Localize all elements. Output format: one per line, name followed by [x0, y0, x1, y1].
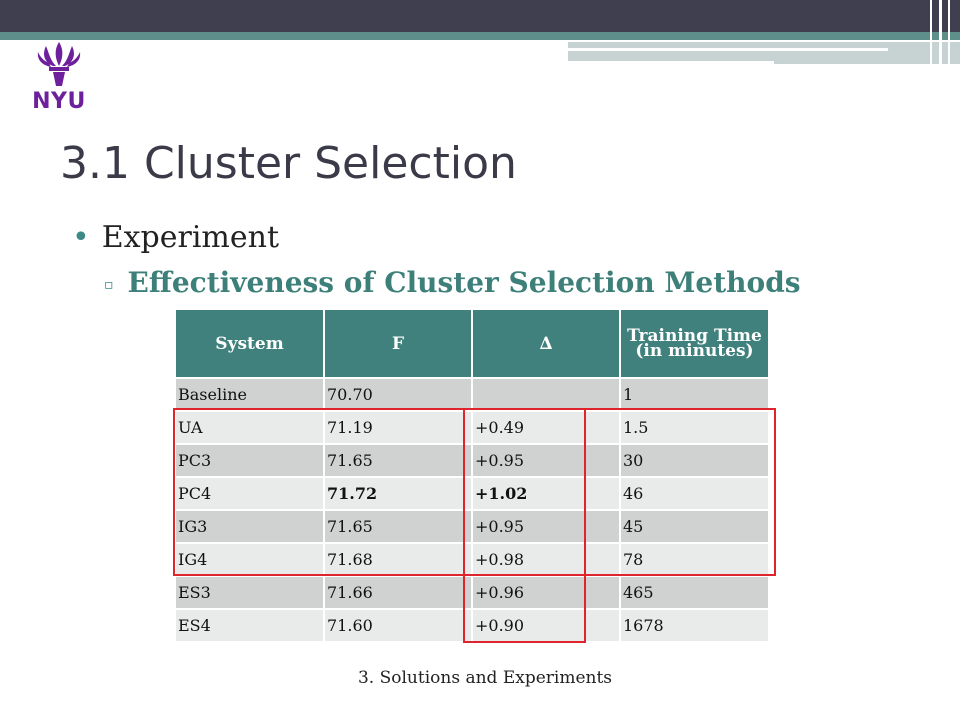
cell-delta: +0.95: [472, 510, 620, 543]
cell-system: ES4: [176, 609, 324, 642]
bullet-experiment: [72, 220, 279, 255]
cell-delta: +1.02: [472, 477, 620, 510]
cell-system: ES3: [176, 576, 324, 609]
cell-f: 71.65: [324, 444, 472, 477]
cell-time: 78: [620, 543, 768, 576]
cell-time: 1678: [620, 609, 768, 642]
square-bullet-icon: ▫: [104, 276, 114, 293]
cell-delta: [472, 378, 620, 411]
cell-f: 71.68: [324, 543, 472, 576]
header-system: System: [176, 310, 324, 378]
cell-system: IG3: [176, 510, 324, 543]
cell-time: 45: [620, 510, 768, 543]
cell-time: 1.5: [620, 411, 768, 444]
torch-icon: [34, 40, 84, 88]
table-row: [176, 378, 768, 411]
cell-f: 71.60: [324, 609, 472, 642]
sub-bullet-text: Effectiveness of Cluster Selection Methods: [127, 266, 801, 299]
cell-system: IG4: [176, 543, 324, 576]
cell-system: PC4: [176, 477, 324, 510]
cell-f: 71.66: [324, 576, 472, 609]
cell-delta: +0.96: [472, 576, 620, 609]
cell-system: Baseline: [176, 378, 324, 411]
header-training-time: Training Time (in minutes): [620, 310, 768, 378]
cell-f: 71.65: [324, 510, 472, 543]
sub-bullet: [104, 266, 801, 299]
bullet-text: Experiment: [101, 220, 279, 255]
top-bar: [0, 0, 960, 32]
bullet-dot-icon: •: [72, 220, 90, 255]
logo-text: NYU: [32, 89, 86, 114]
cell-system: UA: [176, 411, 324, 444]
cell-f: 71.19: [324, 411, 472, 444]
cell-time: 30: [620, 444, 768, 477]
cell-time: 1: [620, 378, 768, 411]
cell-delta: +0.98: [472, 543, 620, 576]
decorative-line: [930, 0, 932, 64]
cell-delta: +0.95: [472, 444, 620, 477]
cell-delta: +0.49: [472, 411, 620, 444]
cell-time: 465: [620, 576, 768, 609]
cell-f: 71.72: [324, 477, 472, 510]
cell-time: 46: [620, 477, 768, 510]
header-delta: ∆: [472, 310, 620, 378]
cell-f: 70.70: [324, 378, 472, 411]
decorative-line: [568, 48, 888, 51]
cell-delta: +0.90: [472, 609, 620, 642]
decorative-line: [939, 0, 942, 64]
header-f: F: [324, 310, 472, 378]
footer-text: 3. Solutions and Experiments: [357, 668, 613, 688]
page-title: 3.1 Cluster Selection: [60, 138, 517, 189]
cell-system: PC3: [176, 444, 324, 477]
nyu-logo: [24, 40, 94, 118]
decorative-line: [568, 61, 774, 64]
decorative-line: [948, 0, 950, 64]
table-header-row: [176, 310, 768, 378]
highlight-box-rows: [173, 408, 776, 576]
top-stripe: [0, 32, 960, 40]
